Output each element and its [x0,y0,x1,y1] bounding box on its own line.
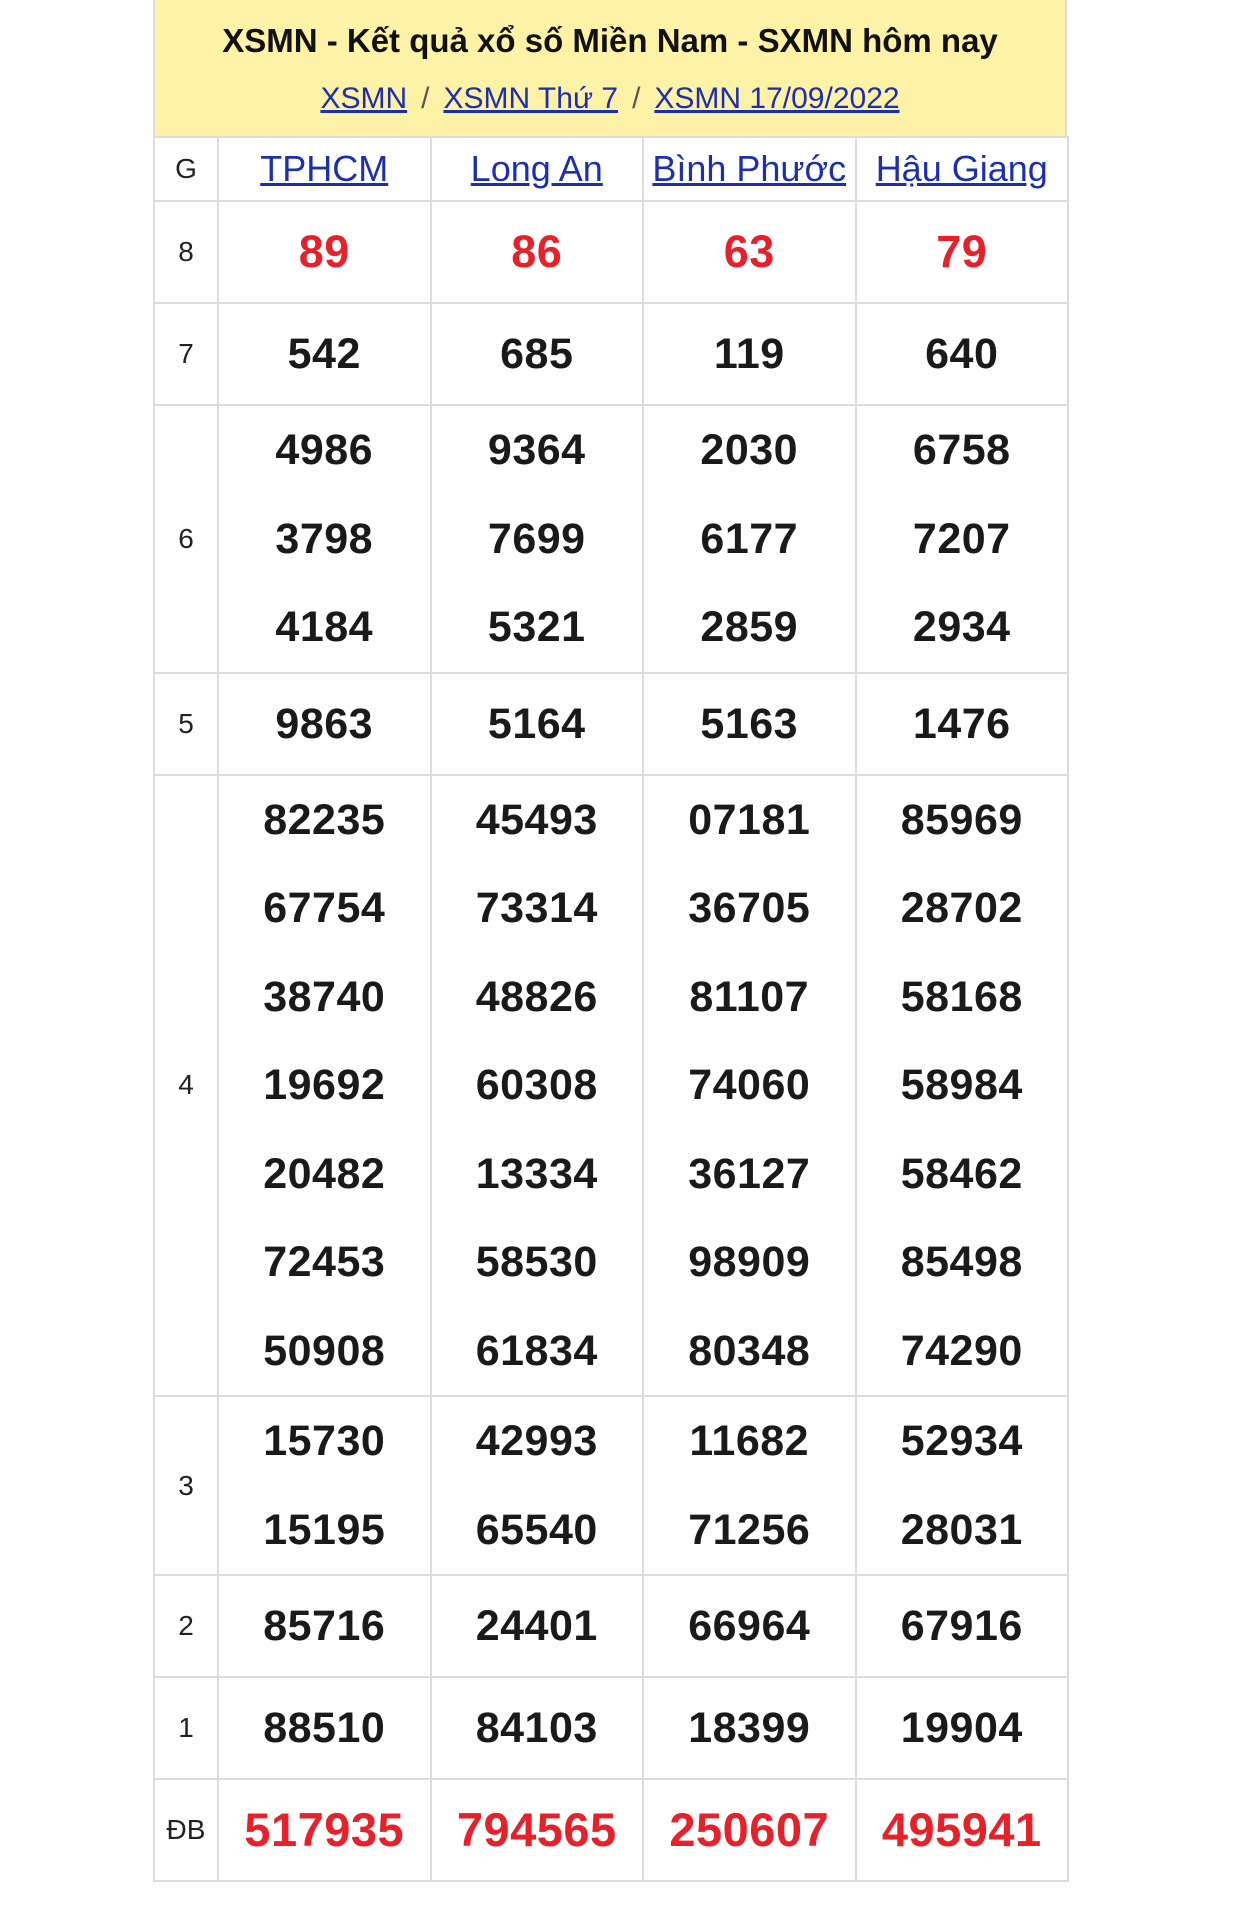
prize-row [154,673,1068,775]
result-cell [643,405,856,673]
province-link-hau-giang[interactable]: Hậu Giang [875,148,1048,189]
result-number: 82235 [263,795,386,844]
result-number: 52934 [900,1417,1023,1465]
result-cell [218,405,431,673]
result-number: 38740 [263,972,386,1021]
breadcrumb-separator: / [421,82,430,115]
result-number: 2030 [700,426,799,474]
result-cell [431,775,644,1397]
result-number: 7207 [912,514,1011,563]
results-board [153,0,1067,1882]
result-number: 65540 [475,1505,598,1554]
result-cell [643,673,856,775]
result-number: 58984 [900,1061,1023,1109]
breadcrumb-link-xsmn[interactable]: XSMN [320,82,408,115]
result-number: 98909 [688,1238,811,1286]
result-number: 2934 [912,603,1011,651]
province-link-binh-phuoc[interactable]: Bình Phước [652,148,847,189]
result-cell [218,303,431,405]
result-number: 19692 [263,1061,386,1109]
result-number: 542 [287,330,361,378]
result-number: 86 [511,226,563,277]
result-cell [643,775,856,1397]
result-number: 2859 [700,603,799,651]
result-cell [856,673,1069,775]
result-number: 73314 [475,884,598,932]
result-number: 60308 [475,1061,598,1109]
result-cell [431,303,644,405]
result-number: 66964 [688,1602,811,1650]
prize-row [154,303,1068,405]
result-cell [431,1779,644,1881]
result-number: 24401 [475,1602,598,1650]
result-cell [218,1677,431,1779]
result-number: 15730 [263,1417,386,1465]
province-link-tphcm[interactable]: TPHCM [260,148,389,189]
result-number: 4986 [275,426,374,474]
result-number: 7699 [487,514,586,563]
result-number: 20482 [263,1149,386,1198]
result-cell [856,405,1069,673]
result-cell [643,201,856,303]
result-number: 28702 [900,884,1023,932]
province-header-row [154,137,1068,201]
result-number: 48826 [475,972,598,1021]
result-number: 07181 [688,795,811,844]
result-number: 19904 [900,1704,1023,1752]
result-number: 13334 [475,1149,598,1198]
prize-column-header: G [154,137,218,201]
result-number: 89 [298,226,350,277]
prize-row [154,405,1068,673]
result-cell [218,1575,431,1677]
breadcrumb-link-weekday[interactable]: XSMN Thứ 7 [443,82,619,115]
result-number: 58168 [900,972,1023,1021]
result-cell [431,1396,644,1575]
province-header-cell [643,137,856,201]
result-number: 36705 [688,884,811,932]
prize-row [154,201,1068,303]
prize-label: 5 [154,673,218,775]
result-number: 5321 [487,603,586,651]
result-number: 250607 [669,1803,830,1856]
result-number: 61834 [475,1326,598,1375]
result-cell [643,1677,856,1779]
result-number: 5163 [700,699,799,748]
result-cell [856,1677,1069,1779]
result-cell [218,673,431,775]
result-cell [218,775,431,1397]
results-table [153,136,1069,1882]
result-cell [856,1779,1069,1881]
result-number: 9364 [487,426,586,474]
prize-row [154,775,1068,1397]
result-number: 85969 [900,795,1023,844]
result-number: 36127 [688,1149,811,1198]
prize-label: 6 [154,405,218,673]
result-number: 11682 [689,1417,810,1465]
result-number: 3798 [275,514,374,563]
province-header-cell [856,137,1069,201]
result-cell [856,201,1069,303]
result-cell [643,1575,856,1677]
result-number: 5164 [487,699,586,748]
result-cell [431,405,644,673]
result-number: 640 [925,330,999,378]
result-number: 18399 [688,1704,811,1752]
breadcrumb-separator: / [632,82,641,115]
result-number: 72453 [263,1238,386,1286]
province-link-long-an[interactable]: Long An [470,148,603,189]
result-number: 4184 [275,603,374,651]
prize-rows [154,201,1068,1881]
prize-label: 8 [154,201,218,303]
province-header-cell [218,137,431,201]
result-number: 71256 [688,1505,811,1554]
result-cell [856,1575,1069,1677]
result-number: 45493 [475,795,598,844]
result-number: 58530 [475,1238,598,1286]
result-cell [643,1396,856,1575]
result-number: 495941 [881,1803,1042,1856]
breadcrumb-link-date[interactable]: XSMN 17/09/2022 [654,82,900,115]
result-number: 42993 [475,1417,598,1465]
result-number: 119 [713,330,785,378]
result-cell [643,303,856,405]
prize-label: 2 [154,1575,218,1677]
result-number: 6758 [912,426,1011,474]
result-number: 74060 [688,1061,811,1109]
page-title: XSMN - Kết quả xổ số Miền Nam - SXMN hôm nay [222,22,998,59]
breadcrumb [155,81,1065,117]
result-number: 88510 [263,1704,386,1752]
result-number: 67916 [900,1602,1023,1650]
result-number: 81107 [689,972,810,1021]
result-cell [431,673,644,775]
result-cell [431,1677,644,1779]
prize-label: ĐB [154,1779,218,1881]
prize-label: 3 [154,1396,218,1575]
result-number: 794565 [456,1803,617,1856]
result-number: 80348 [688,1326,811,1375]
results-header [153,0,1067,136]
result-cell [218,201,431,303]
result-cell [431,1575,644,1677]
result-number: 15195 [263,1505,386,1554]
result-number: 63 [723,226,775,277]
result-number: 685 [500,330,574,378]
prize-row [154,1779,1068,1881]
result-number: 85716 [263,1602,386,1650]
result-number: 9863 [275,699,374,748]
result-number: 50908 [263,1326,386,1375]
prize-label: 1 [154,1677,218,1779]
prize-row [154,1396,1068,1575]
result-cell [431,201,644,303]
prize-row [154,1677,1068,1779]
result-number: 85498 [900,1238,1023,1286]
result-cell [218,1396,431,1575]
result-number: 58462 [900,1149,1023,1198]
result-number: 79 [936,226,988,277]
result-cell [643,1779,856,1881]
result-cell [856,775,1069,1397]
province-header-cell [431,137,644,201]
result-number: 517935 [244,1803,405,1856]
prize-label: 7 [154,303,218,405]
result-number: 84103 [475,1704,598,1752]
result-number: 67754 [263,884,386,932]
prize-label: 4 [154,775,218,1397]
result-number: 6177 [700,514,799,563]
result-cell [218,1779,431,1881]
result-number: 1476 [912,699,1011,748]
result-cell [856,303,1069,405]
prize-row [154,1575,1068,1677]
result-number: 28031 [900,1505,1023,1554]
result-number: 74290 [900,1326,1023,1375]
result-cell [856,1396,1069,1575]
